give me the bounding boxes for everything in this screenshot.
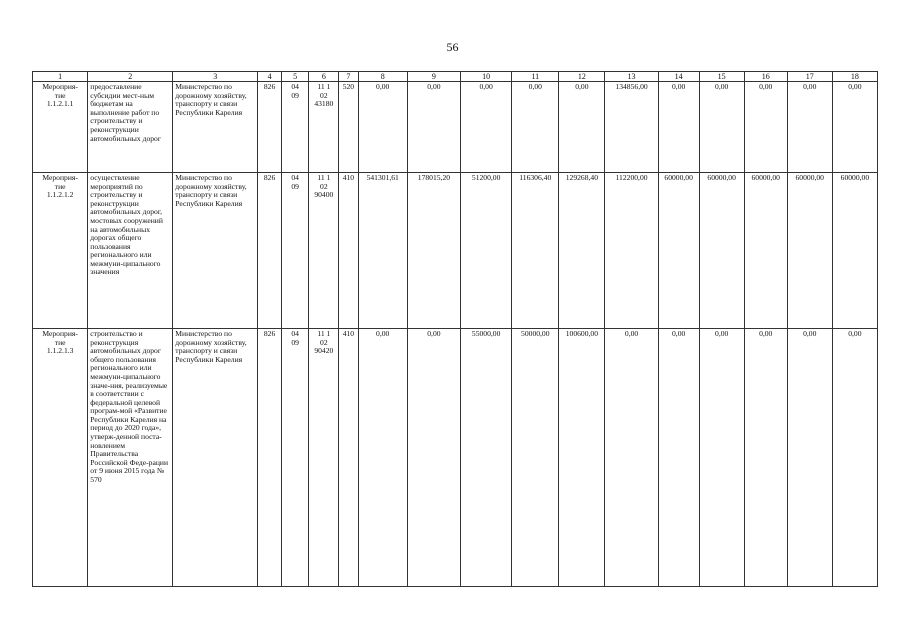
value-cell: 50000,00 [512,329,559,587]
value-cell: 0,00 [605,329,658,587]
value-cell: 0,00 [744,82,787,173]
vr-code: 410 [339,329,358,587]
measure-id: Мероприя- тие 1.1.2.1.1 [33,82,88,173]
header-row [33,72,878,82]
column-header: 18 [832,72,877,82]
executor: Министерство по дорожному хозяйству, транспорту и связи Республики Карелия [173,82,258,173]
value-cell: 0,00 [787,82,832,173]
value-cell: 60000,00 [832,173,877,329]
column-header: 12 [559,72,605,82]
rzpr-code: 04 09 [281,329,309,587]
value-cell: 0,00 [358,82,407,173]
value-cell: 60000,00 [699,173,744,329]
value-cell: 541301,61 [358,173,407,329]
column-header: 2 [88,72,173,82]
column-header: 6 [309,72,339,82]
value-cell: 55000,00 [461,329,512,587]
value-cell: 51200,00 [461,173,512,329]
column-header: 9 [407,72,460,82]
value-cell: 0,00 [744,329,787,587]
column-header: 7 [339,72,358,82]
table-row [33,82,878,173]
value-cell: 116306,40 [512,173,559,329]
value-cell: 0,00 [787,329,832,587]
value-cell: 0,00 [699,82,744,173]
column-header: 16 [744,72,787,82]
measure-id: Мероприя- тие 1.1.2.1.2 [33,173,88,329]
column-header: 17 [787,72,832,82]
value-cell: 60000,00 [658,173,699,329]
value-cell: 112200,00 [605,173,658,329]
executor: Министерство по дорожному хозяйству, транспорту и связи Республики Карелия [173,173,258,329]
csr-code: 11 1 02 90420 [309,329,339,587]
rzpr-code: 04 09 [281,82,309,173]
value-cell: 60000,00 [787,173,832,329]
column-header: 3 [173,72,258,82]
value-cell: 0,00 [559,82,605,173]
value-cell: 0,00 [832,82,877,173]
value-cell: 0,00 [407,82,460,173]
column-header: 15 [699,72,744,82]
measure-name: предоставление субсидии мест-ным бюджетам на выполнение работ по строительству и реконструкции автомобильных дорог [88,82,173,173]
measure-name: осуществление мероприятий по строительству и реконструкции автомобильных дорог, мостовых сооружений на автомобильных дорогах общего пользования регионального или межмуни-ципального значения [88,173,173,329]
value-cell: 0,00 [358,329,407,587]
value-cell: 129268,40 [559,173,605,329]
column-header: 8 [358,72,407,82]
value-cell: 0,00 [699,329,744,587]
value-cell: 178015,20 [407,173,460,329]
value-cell: 0,00 [658,329,699,587]
budget-table [32,71,878,587]
csr-code: 11 1 02 43180 [309,82,339,173]
table-row [33,329,878,587]
vr-code: 520 [339,82,358,173]
table-row [33,173,878,329]
page-number: 56 [446,40,459,54]
column-header: 5 [281,72,309,82]
grbs-code: 826 [258,173,282,329]
grbs-code: 826 [258,329,282,587]
column-header: 11 [512,72,559,82]
grbs-code: 826 [258,82,282,173]
csr-code: 11 1 02 90400 [309,173,339,329]
column-header: 1 [33,72,88,82]
column-header: 10 [461,72,512,82]
value-cell: 60000,00 [744,173,787,329]
value-cell: 0,00 [461,82,512,173]
value-cell: 134856,00 [605,82,658,173]
column-header: 13 [605,72,658,82]
measure-id: Мероприя- тие 1.1.2.1.3 [33,329,88,587]
column-header: 14 [658,72,699,82]
value-cell: 0,00 [658,82,699,173]
value-cell: 100600,00 [559,329,605,587]
measure-name: строительство и реконструкция автомобильных дорог общего пользования регионального или межмуни-ципального значе-ния, реализуемые в соответствии с федеральной целевой програм-мой «Развитие Республики Карелия на период до 2020 года», утверж-денной поста-новлением Правительства Российской Феде-рации от 9 июня 2015 года № 570 [88,329,173,587]
value-cell: 0,00 [832,329,877,587]
vr-code: 410 [339,173,358,329]
column-header: 4 [258,72,282,82]
value-cell: 0,00 [512,82,559,173]
rzpr-code: 04 09 [281,173,309,329]
value-cell: 0,00 [407,329,460,587]
executor: Министерство по дорожному хозяйству, транспорту и связи Республики Карелия [173,329,258,587]
